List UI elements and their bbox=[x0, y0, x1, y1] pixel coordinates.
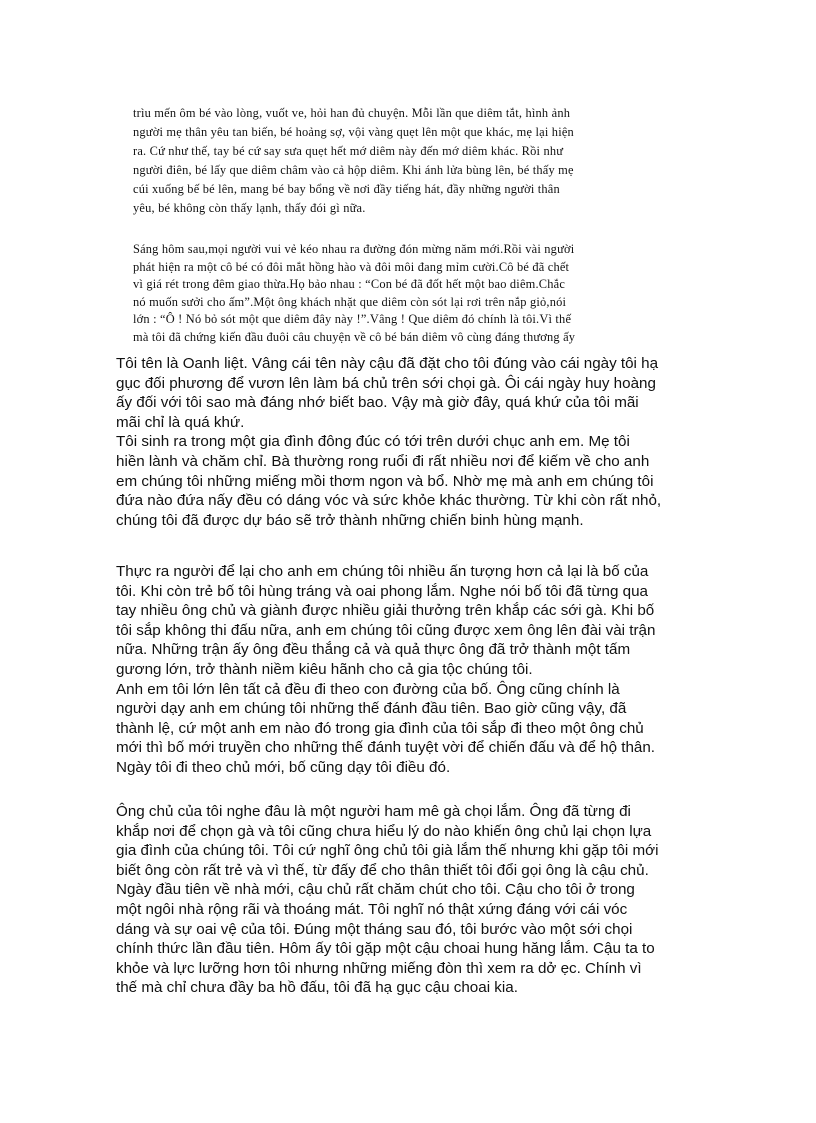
text-line: tôi. Khi còn trẻ bố tôi hùng tráng và oai phong lắm. Nghe nói bố tôi đã từng qua bbox=[116, 582, 648, 600]
text-line: người mẹ thân yêu tan biến, bé hoảng sợ, vội vàng quẹt lên một que khác, mẹ lại hiện bbox=[133, 125, 574, 139]
text-line: Anh em tôi lớn lên tất cả đều đi theo con đường của bố. Ông cũng chính là bbox=[116, 680, 620, 698]
text-line: chính thức lần đầu tiên. Hôm ấy tôi gặp một cậu choai hung hăng lắm. Cậu ta to bbox=[116, 940, 655, 958]
text-line: Tôi sinh ra trong một gia đình đông đúc có tới trên dưới chục anh em. Mẹ tôi bbox=[116, 433, 630, 451]
text-line: Thực ra người để lại cho anh em chúng tôi nhiều ấn tượng hơn cả lại là bố của bbox=[116, 563, 649, 580]
text-line: Sáng hôm sau,mọi người vui vẻ kéo nhau ra đường đón mừng năm mới.Rồi vài người bbox=[133, 242, 575, 256]
story-paragraph-new-year-morning bbox=[133, 241, 688, 347]
text-line: gương lớn, trở thành niềm kiêu hãnh cho cả gia tộc chúng tôi. bbox=[116, 660, 533, 678]
text-line: mà tôi đã chứng kiến đầu đuôi câu chuyện về cô bé bán diêm vô cùng đáng thương ấy bbox=[133, 329, 576, 344]
text-line: nó muốn sưởi cho ấm”.Một ông khách nhặt que diêm còn sót lại rơi trên nắp giỏ,nói bbox=[133, 294, 567, 309]
text-line: mới thì bố mới truyền cho những thế đánh tuyệt vời để chiến đấu và để hộ thân. bbox=[116, 739, 656, 757]
story-paragraph-oanh-liet-intro bbox=[116, 354, 706, 530]
text-line: Ngày đầu tiên về nhà mới, cậu chủ rất chăm chút cho tôi. Cậu cho tôi ở trong bbox=[116, 881, 635, 899]
text-line: em chúng tôi những miếng mồi thơm ngon và bổ. Nhờ mẹ mà anh em chúng tôi bbox=[116, 472, 654, 490]
story-paragraph-father bbox=[116, 562, 706, 778]
text-line: hiền lành và chăm chỉ. Bà thường rong ruổi đi rất nhiều nơi để kiếm về cho anh bbox=[116, 452, 650, 470]
text-line: Ông chủ của tôi nghe đâu là một người ham mê gà chọi lắm. Ông đã từng đi bbox=[116, 803, 631, 820]
story-paragraph-new-master bbox=[116, 802, 706, 998]
text-line: người dạy anh em chúng tôi những thế đánh đầu tiên. Bao giờ cũng vậy, đã bbox=[116, 700, 627, 718]
text-line: tay nhiều ông chủ và giành được nhiều giải thưởng trên khắp các sới gà. Khi bố bbox=[116, 602, 655, 620]
text-line: Ngày tôi đi theo chủ mới, bố cũng dạy tôi điều đó. bbox=[116, 758, 451, 776]
text-line: đứa nào đứa nấy đều có dáng vóc và sức khỏe khác thường. Từ khi còn rất nhỏ, bbox=[116, 492, 662, 510]
text-line: dáng và sự oai vệ của tôi. Đúng một tháng sau đó, tôi bước vào một sới chọi bbox=[116, 920, 633, 938]
text-line: mãi chỉ là quá khứ. bbox=[116, 413, 245, 431]
text-line: thành lệ, cứ một anh em nào đó trong gia đình của tôi sắp đi theo một ông chủ bbox=[116, 719, 644, 737]
text-line: gia đình của chúng tôi. Tôi cứ nghĩ ông chủ tôi già lắm thế nhưng khi gặp tôi mới bbox=[116, 842, 659, 860]
text-line: phát hiện ra một cô bé có đôi mắt hồng hào và đôi môi đang mỉm cười.Cô bé đã chết bbox=[133, 259, 570, 274]
text-line: trìu mến ôm bé vào lòng, vuốt ve, hỏi han đủ chuyện. Mỗi lần que diêm tắt, hình ảnh bbox=[133, 106, 571, 120]
text-line: lớn : “Ô ! Nó bỏ sót một que diêm đây này !”.Vâng ! Que diêm đó chính là tôi.Vì thế bbox=[133, 312, 572, 327]
story-paragraph-matchgirl-vision bbox=[133, 104, 688, 218]
text-line: một ngôi nhà rộng rãi và thoáng mát. Tôi nghĩ nó thật xứng đáng với cái vóc bbox=[116, 900, 628, 918]
text-line: khỏe và lực lưỡng hơn tôi nhưng những miếng đòn thì xem ra dở ẹc. Chính vì bbox=[116, 959, 642, 977]
text-line: khắp nơi để chọn gà và tôi cũng chưa hiểu lý do nào khiến ông chủ lại chọn lựa bbox=[116, 822, 652, 840]
text-line: yêu, bé không còn thấy lạnh, thấy đói gì nữa. bbox=[133, 201, 366, 215]
text-line: cúi xuống bế bé lên, mang bé bay bổng về nơi đầy tiếng hát, đầy những người thân bbox=[133, 182, 560, 196]
text-line: vì giá rét trong đêm giao thừa.Họ bảo nhau : “Con bé đã đốt hết một bao diêm.Chắc bbox=[133, 277, 566, 292]
text-line: tôi sắp không thi đấu nữa, anh em chúng tôi cũng được xem ông lên đài vài trận bbox=[116, 621, 656, 639]
text-line: chúng tôi đã được dự báo sẽ trở thành những chiến binh hùng mạnh. bbox=[116, 511, 584, 529]
text-line: thế mà chỉ chưa đầy ba hồ đấu, tôi đã hạ gục cậu choai kia. bbox=[116, 979, 518, 997]
text-line: ra. Cứ như thế, tay bé cứ say sưa quẹt hết mớ diêm này đến mớ diêm khác. Rồi như bbox=[133, 144, 564, 158]
text-line: nữa. Những trận ấy ông đều thắng cả và quả thực ông đã trở thành một tấm bbox=[116, 641, 631, 659]
text-line: ấy đối với tôi sao mà đáng nhớ biết bao. Vậy mà giờ đây, quá khứ của tôi mãi bbox=[116, 394, 639, 412]
text-line: biết ông còn rất trẻ và vì thế, từ đấy để cho thân thiết tôi đổi gọi ông là cậu chủ. bbox=[116, 861, 649, 879]
text-line: Tôi tên là Oanh liệt. Vâng cái tên này cậu đã đặt cho tôi đúng vào cái ngày tôi hạ bbox=[116, 355, 659, 372]
text-line: gục đối phương để vươn lên làm bá chủ trên sới chọi gà. Ôi cái ngày huy hoàng bbox=[116, 374, 656, 392]
text-line: người điên, bé lấy que diêm châm vào cả hộp diêm. Khi ánh lửa bùng lên, bé thấy mẹ bbox=[133, 163, 574, 177]
